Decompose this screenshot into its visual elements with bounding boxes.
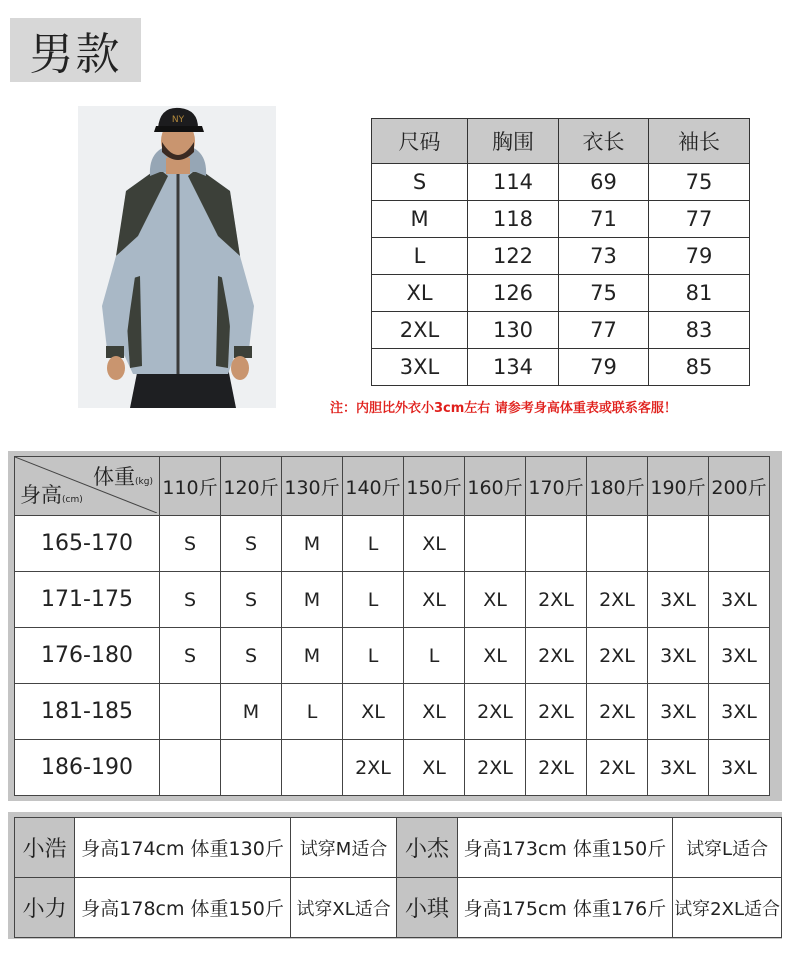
recommended-size-cell: S	[221, 572, 282, 628]
recommended-size-cell: L	[343, 572, 404, 628]
model-name: 小琪	[397, 878, 457, 938]
model-name: 小杰	[397, 818, 457, 878]
recommended-size-cell: 2XL	[587, 684, 648, 740]
sleeve-cell: 75	[649, 164, 750, 201]
recommended-size-cell: M	[282, 572, 343, 628]
size-chart-row	[372, 164, 750, 201]
recommended-size-cell: 2XL	[343, 740, 404, 796]
recommended-size-cell: M	[282, 516, 343, 572]
recommended-size-cell	[465, 516, 526, 572]
recommended-size-cell: 3XL	[648, 740, 709, 796]
model-row	[15, 818, 782, 878]
size-cell: 3XL	[372, 349, 468, 386]
height-row	[15, 628, 770, 684]
model-fit: 试穿XL适合	[290, 878, 397, 938]
corner-header-cell	[15, 457, 160, 516]
weight-header: 130斤	[282, 457, 343, 516]
recommended-size-cell: XL	[343, 684, 404, 740]
weight-header: 140斤	[343, 457, 404, 516]
size-chart-row	[372, 201, 750, 238]
size-chart-header: 胸围	[468, 119, 559, 164]
height-cell: 186-190	[15, 740, 160, 796]
model-fit: 试穿2XL适合	[673, 878, 782, 938]
size-chart-header: 袖长	[649, 119, 750, 164]
chest-cell: 126	[468, 275, 559, 312]
model-fit: 试穿L适合	[673, 818, 782, 878]
height-cell: 165-170	[15, 516, 160, 572]
model-name: 小力	[15, 878, 75, 938]
recommended-size-cell: 3XL	[709, 572, 770, 628]
recommended-size-cell: S	[160, 572, 221, 628]
length-cell: 71	[559, 201, 649, 238]
recommended-size-cell: 3XL	[709, 740, 770, 796]
recommended-size-cell: 2XL	[526, 628, 587, 684]
recommended-size-cell	[160, 684, 221, 740]
recommended-size-cell: 3XL	[648, 628, 709, 684]
recommended-size-cell: 2XL	[526, 684, 587, 740]
size-chart-row	[372, 238, 750, 275]
size-cell: M	[372, 201, 468, 238]
recommended-size-cell	[709, 516, 770, 572]
weight-header: 150斤	[404, 457, 465, 516]
recommended-size-cell: L	[343, 516, 404, 572]
model-row	[15, 878, 782, 938]
height-row	[15, 684, 770, 740]
size-cell: S	[372, 164, 468, 201]
recommended-size-cell: 3XL	[648, 572, 709, 628]
recommended-size-cell: L	[404, 628, 465, 684]
recommended-size-cell: 3XL	[648, 684, 709, 740]
recommended-size-cell: 2XL	[465, 740, 526, 796]
model-measurements: 身高178cm 体重150斤	[75, 878, 290, 938]
recommended-size-cell: XL	[465, 628, 526, 684]
weight-axis-label	[93, 461, 153, 491]
weight-unit: (kg)	[135, 477, 153, 487]
recommended-size-cell: S	[221, 628, 282, 684]
chest-cell: 122	[468, 238, 559, 275]
recommended-size-cell: L	[282, 684, 343, 740]
size-chart-row	[372, 275, 750, 312]
recommended-size-cell: 3XL	[709, 628, 770, 684]
size-chart-row	[372, 349, 750, 386]
weight-header: 170斤	[526, 457, 587, 516]
size-cell: L	[372, 238, 468, 275]
recommended-size-cell	[648, 516, 709, 572]
recommended-size-cell: XL	[404, 516, 465, 572]
length-cell: 75	[559, 275, 649, 312]
sleeve-cell: 81	[649, 275, 750, 312]
size-chart-table	[371, 118, 750, 386]
size-cell: XL	[372, 275, 468, 312]
recommended-size-cell: XL	[404, 684, 465, 740]
recommended-size-cell: S	[221, 516, 282, 572]
recommended-size-cell: S	[160, 628, 221, 684]
size-chart-header: 尺码	[372, 119, 468, 164]
weight-header-row	[15, 457, 770, 516]
height-label: 身高	[20, 483, 62, 507]
recommended-size-cell: 2XL	[465, 684, 526, 740]
sleeve-cell: 83	[649, 312, 750, 349]
length-cell: 77	[559, 312, 649, 349]
weight-header: 180斤	[587, 457, 648, 516]
weight-header: 110斤	[160, 457, 221, 516]
recommended-size-cell: 2XL	[587, 572, 648, 628]
height-row	[15, 572, 770, 628]
recommended-size-cell: XL	[404, 572, 465, 628]
model-name: 小浩	[15, 818, 75, 878]
size-cell: 2XL	[372, 312, 468, 349]
height-axis-label	[20, 479, 83, 509]
weight-header: 160斤	[465, 457, 526, 516]
chest-cell: 118	[468, 201, 559, 238]
sleeve-cell: 77	[649, 201, 750, 238]
fit-note: 注：内胆比外衣小3cm左右 请参考身高体重表或联系客服！	[330, 401, 677, 416]
recommended-size-cell: 2XL	[526, 572, 587, 628]
sleeve-cell: 79	[649, 238, 750, 275]
height-unit: (cm)	[62, 495, 83, 505]
length-cell: 79	[559, 349, 649, 386]
recommended-size-cell: M	[282, 628, 343, 684]
weight-header: 200斤	[709, 457, 770, 516]
chest-cell: 134	[468, 349, 559, 386]
model-fit-table	[14, 817, 782, 938]
weight-height-panel	[8, 451, 782, 801]
model-measurements: 身高174cm 体重130斤	[75, 818, 290, 878]
length-cell: 73	[559, 238, 649, 275]
model-fit: 试穿M适合	[290, 818, 397, 878]
page-title: 男款	[10, 18, 141, 82]
weight-header: 190斤	[648, 457, 709, 516]
recommended-size-cell: L	[343, 628, 404, 684]
recommended-size-cell	[587, 516, 648, 572]
chest-cell: 114	[468, 164, 559, 201]
recommended-size-cell	[282, 740, 343, 796]
recommended-size-cell: M	[221, 684, 282, 740]
recommended-size-cell: S	[160, 516, 221, 572]
height-cell: 171-175	[15, 572, 160, 628]
recommended-size-cell: 2XL	[587, 740, 648, 796]
recommended-size-cell: 2XL	[526, 740, 587, 796]
recommended-size-cell	[526, 516, 587, 572]
size-chart-row	[372, 312, 750, 349]
recommended-size-cell	[221, 740, 282, 796]
height-cell: 176-180	[15, 628, 160, 684]
recommended-size-cell: XL	[404, 740, 465, 796]
size-chart-header-row	[372, 119, 750, 164]
height-row	[15, 516, 770, 572]
recommended-size-cell: XL	[465, 572, 526, 628]
recommended-size-cell	[160, 740, 221, 796]
recommended-size-cell: 3XL	[709, 684, 770, 740]
chest-cell: 130	[468, 312, 559, 349]
product-photo	[78, 106, 276, 408]
model-fit-panel	[8, 812, 782, 939]
weight-height-table	[14, 456, 770, 796]
length-cell: 69	[559, 164, 649, 201]
weight-label: 体重	[93, 465, 136, 489]
height-cell: 181-185	[15, 684, 160, 740]
height-row	[15, 740, 770, 796]
sleeve-cell: 85	[649, 349, 750, 386]
recommended-size-cell: 2XL	[587, 628, 648, 684]
model-measurements: 身高175cm 体重176斤	[457, 878, 672, 938]
svg-text:NY: NY	[171, 115, 185, 125]
model-measurements: 身高173cm 体重150斤	[457, 818, 672, 878]
size-chart-header: 衣长	[559, 119, 649, 164]
weight-header: 120斤	[221, 457, 282, 516]
model-jacket-illustration	[78, 106, 276, 408]
